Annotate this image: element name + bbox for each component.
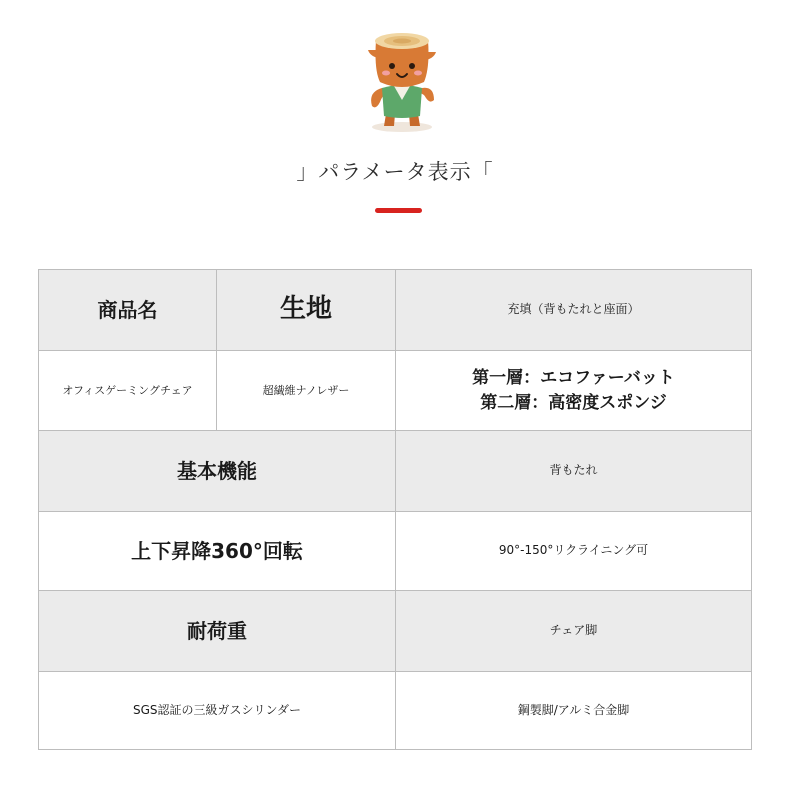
table-row: [39, 591, 751, 672]
table-cell: チェア脚: [549, 623, 598, 638]
tree-stump-mascot-icon: [362, 30, 442, 134]
table-cell: 鋼製脚/アルミ合金脚: [517, 702, 630, 717]
title-underline: [375, 208, 422, 213]
table-cell: SGS認証の三級ガスシリンダー: [39, 672, 396, 749]
table-row: [39, 431, 751, 512]
table-cell: 超繊維ナノレザー: [217, 351, 396, 430]
table-row: [39, 351, 751, 431]
table-row: [39, 512, 751, 591]
table-cell: 耐荷重: [39, 591, 396, 671]
table-cell: 生地: [217, 270, 396, 350]
table-cell: 90°-150°リクライニング可: [498, 543, 649, 558]
spec-table: [38, 269, 752, 750]
page-title: 」パラメータ表示「: [296, 160, 494, 184]
table-cell: オフィスゲーミングチェア: [39, 351, 217, 430]
table-cell: 第一層：エコファーバット 第二層：高密度スポンジ: [472, 367, 675, 413]
table-cell: 基本機能: [39, 431, 396, 511]
table-row: [39, 270, 751, 351]
table-cell: 背もたれ: [549, 463, 598, 478]
table-cell: 商品名: [39, 270, 217, 350]
table-cell: 充填（背もたれと座面）: [507, 302, 640, 317]
table-cell: 上下昇降360°回転: [39, 512, 396, 590]
table-row: [39, 672, 751, 749]
